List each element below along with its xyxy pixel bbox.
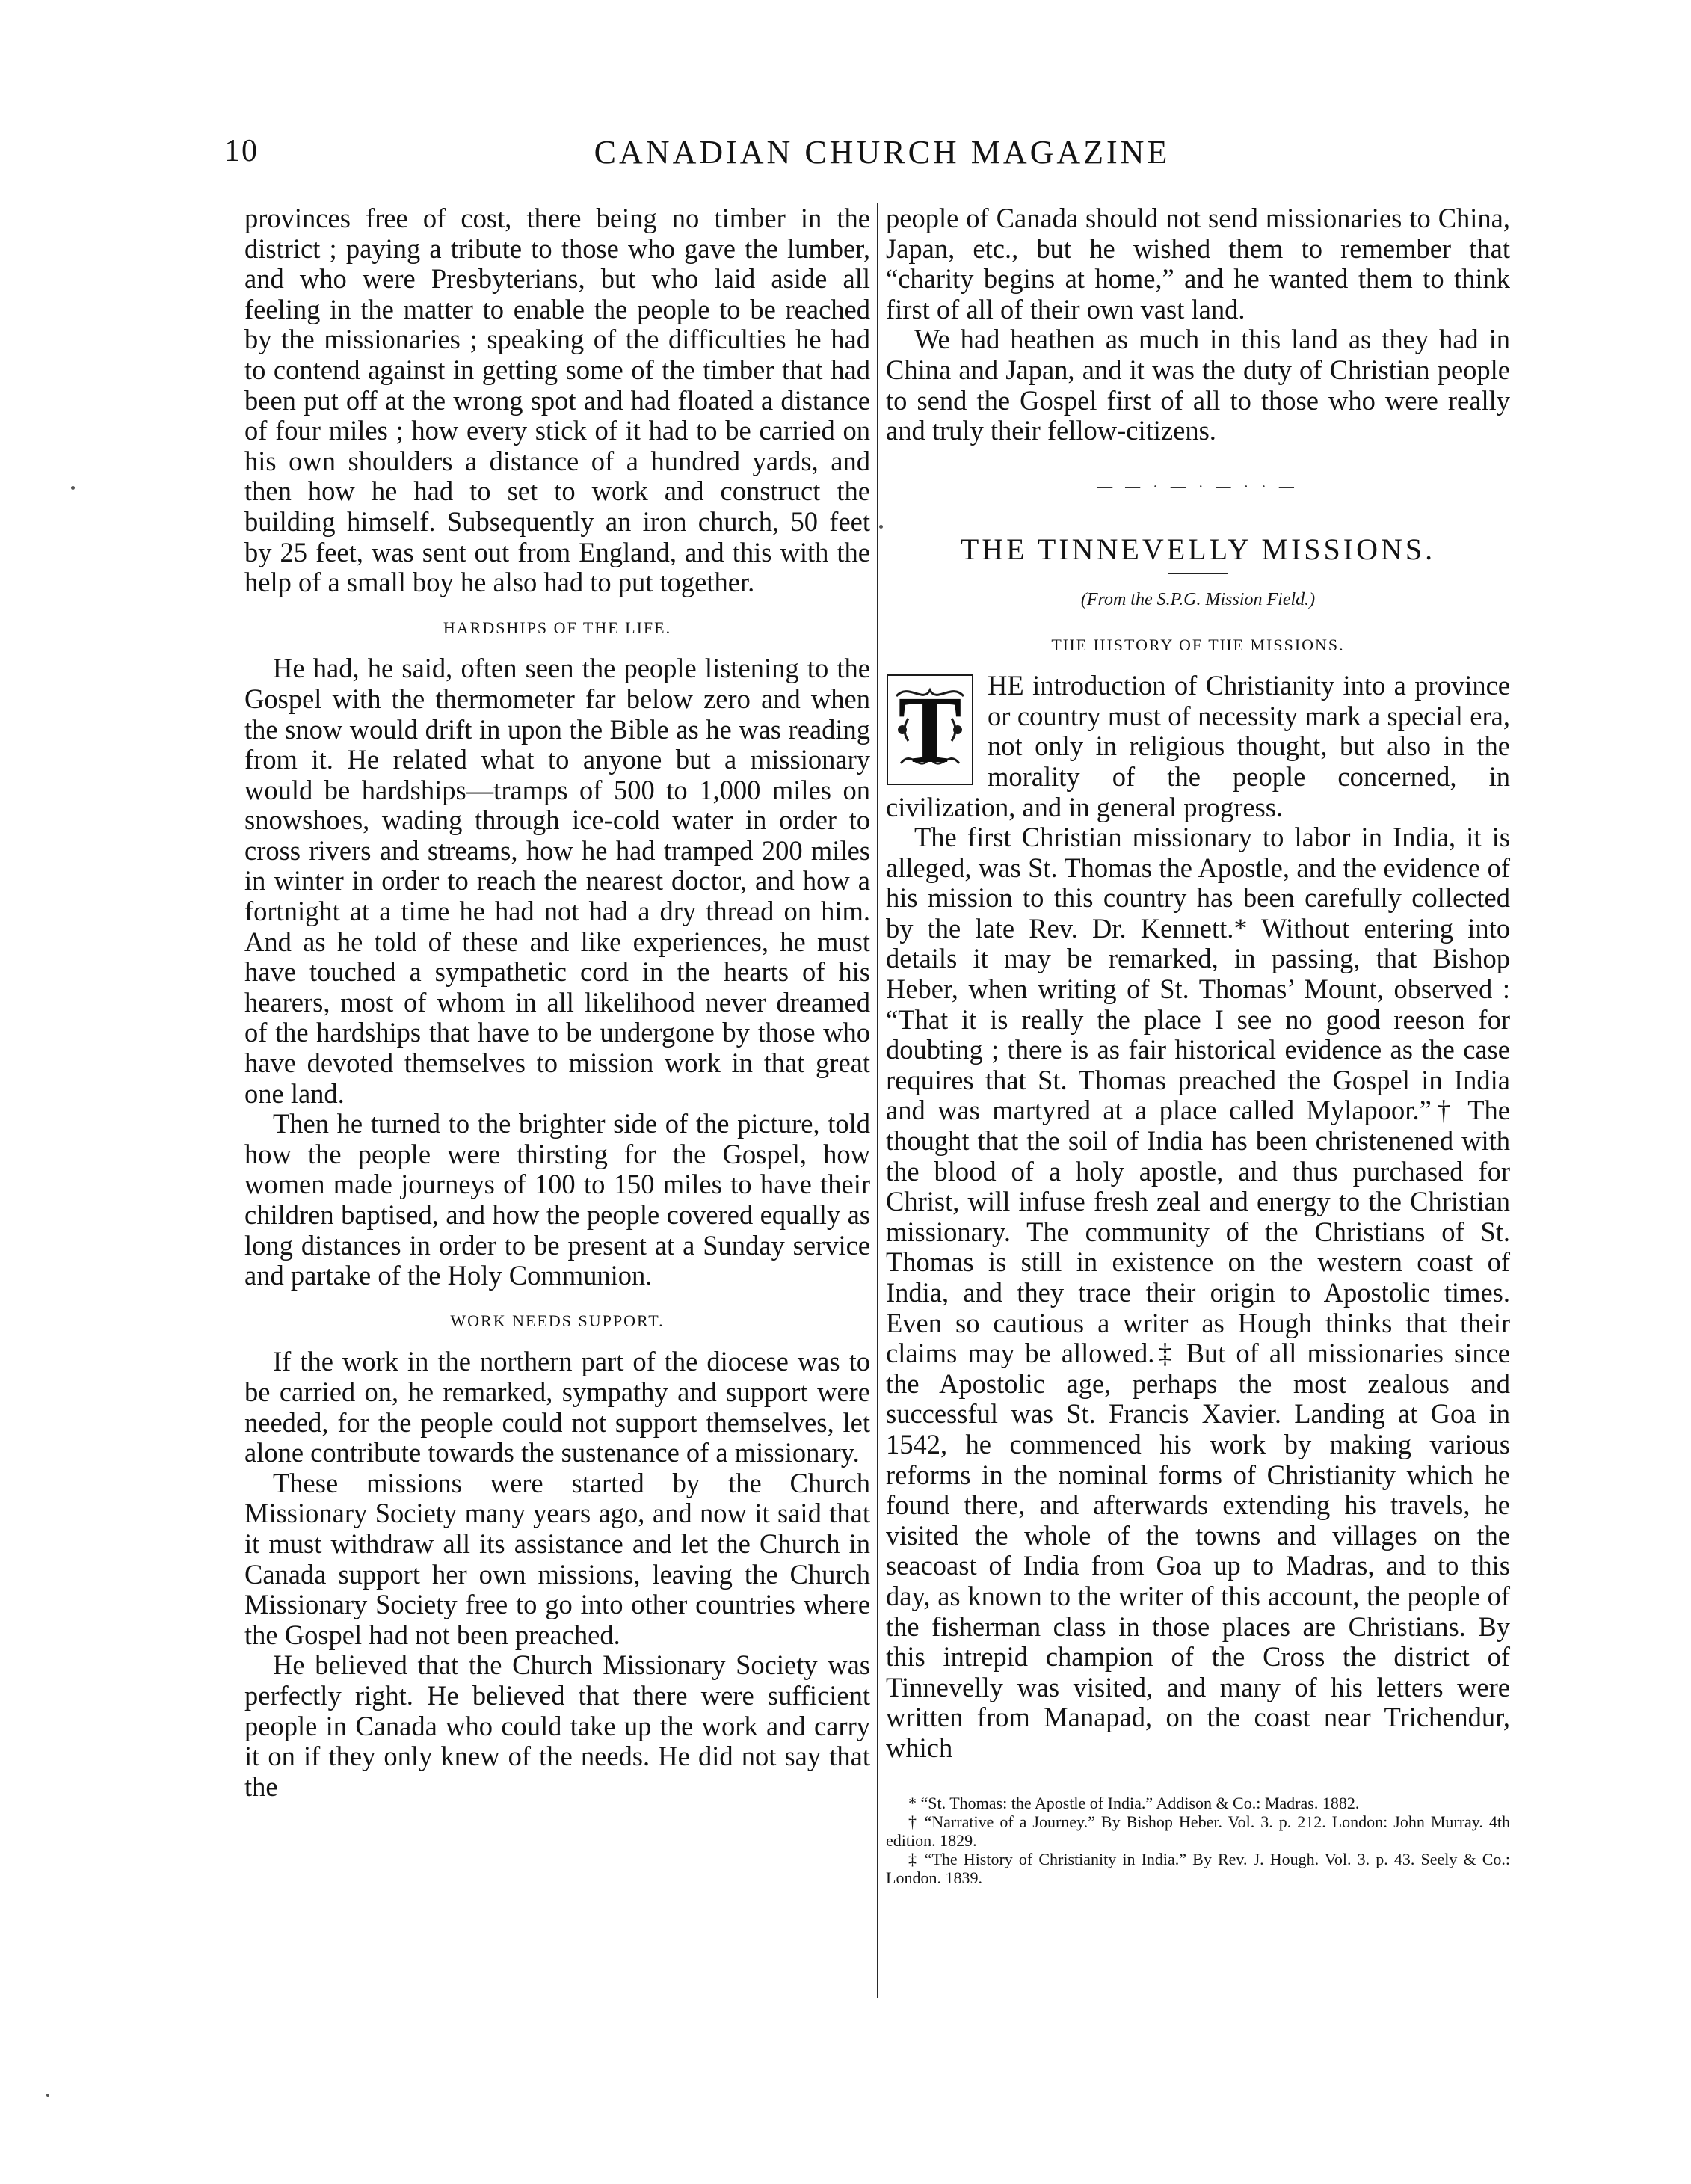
page-number: 10: [224, 134, 259, 168]
right-paragraph-1: people of Canada should not send missionaries to China, Japan, etc., but he wished them to remember that “charity begins at home,” and he wanted them to think first of all of their own vast land.: [886, 203, 1510, 324]
article-source: (From the S.P.G. Mission Field.): [1080, 589, 1316, 609]
intro-paragraph: HE introduction of Christianity into a province or country must of necessity mark a special era, not only in religious thought, but also in the morality of the people concerned, in civilization, and in general progress.: [886, 670, 1510, 822]
right-paragraph-3: The first Christian missionary to labor in India, it is alleged, was St. Thomas the Apostle, and the evidence of his mission to this country has been carefully collected by the late Rev. Dr. Kennett.* Without entering into details it may be remarked, in passing, that Bishop Heber, when writing of St. Thomas’ Mount, observed : “That it is really the place I see no good reeson for doubting ; there is as fair historical evidence as the case requires that St. Thomas preached the Gospel in India and was martyred at a place called Mylapoor.”† The thought that the soil of India has been christenened with the blood of a holy apostle, and thus purchased for Christ, will infuse fresh zeal and energy to the Christian missionary. The community of the Christians of St. Thomas is still in existence on the western coast of India, and they trace their origin to Apostolic times. Even so cautious a writer as Hough thinks that their claims may be allowed.‡ But of all missionaries since the Apostolic age, perhaps the most zealous and successful was St. Francis Xavier. Landing at Goa in 1542, he commenced his work by making various reforms in the nominal forms of Christianity which he found there, and afterwards extending his travels, he visited the whole of the towns and villages on the seacoast of India from Goa up to Madras, and to this day, as known to the writer of this account, the people of the fisherman class in those places are Christians. By this intrepid champion of the Cross the district of Tinnevelly was visited, and many of his letters were written from Manapad, on the coast near Trichendur, which: [886, 822, 1510, 1763]
footnotes: [886, 1794, 1510, 1887]
scan-speck: [879, 525, 883, 529]
section-heading-hardships: HARDSHIPS OF THE LIFE.: [443, 618, 672, 637]
column-divider: [877, 203, 878, 1998]
title-rule: [1168, 573, 1228, 574]
footnote-1: * “St. Thomas: the Apostle of India.” Addison & Co.: Madras. 1882.: [908, 1793, 1360, 1812]
left-paragraph-3: Then he turned to the brighter side of the picture, told how the people were thirsting for the Gospel, how women made journeys of 100 to 150 miles to have their children baptised, and how the people covered equally as long distances in order to be present at a Sunday service and partake of the Holy Communion.: [244, 1108, 870, 1291]
left-paragraph-4: If the work in the northern part of the diocese was to be carried on, he remarked, sympathy and support were needed, for the people could not support themselves, let alone contribute towards the sustenance of a missionary.: [244, 1346, 870, 1468]
section-separator: — — · — · — · · —: [1097, 478, 1299, 495]
running-title: CANADIAN CHURCH MAGAZINE: [594, 134, 1171, 170]
scan-speck: [46, 2094, 49, 2097]
left-paragraph-2: He had, he said, often seen the people listening to the Gospel with the thermometer far below zero and when the snow would drift in upon the Bible as he was reading from it. He related what to anyone but a missionary would be hardships—tramps of 500 to 1,000 miles on snowshoes, wading through ice-cold water in order to cross rivers and streams, how he had tramped 200 miles in winter in order to reach the nearest doctor, and how a fortnight at a time he had not had a dry thread on him. And as he told of these and like experiences, he must have touched a sympathetic cord in the hearts of his hearers, most of whom in all likelihood never dreamed of the hardships that have to be undergone by those who have devoted themselves to mission work in that great one land.: [244, 653, 870, 1109]
footnote-3: ‡ “The History of Christianity in India.” By Rev. J. Hough. Vol. 3. p. 43. Seely & Co.: London. 1839.: [886, 1849, 1510, 1887]
right-paragraph-2: We had heathen as much in this land as they had in China and Japan, and it was the duty of Christian people to send the Gospel first of all to those who were really and truly their fellow-citizens.: [886, 324, 1510, 446]
scan-speck: [71, 486, 75, 490]
left-paragraph-6: He believed that the Church Missionary Society was perfectly right. He believed that there were sufficient people in Canada who could take up the work and carry it on if they only knew of the needs. He did not say that the: [244, 1649, 870, 1802]
dropcap-letter: T: [898, 677, 962, 784]
section-heading-support: WORK NEEDS SUPPORT.: [450, 1311, 665, 1330]
left-column: [244, 203, 870, 1802]
ornamental-dropcap: [886, 674, 974, 786]
right-column: [886, 203, 1510, 1887]
article-title: THE TINNEVELLY MISSIONS.: [960, 532, 1436, 567]
left-paragraph-5: These missions were started by the Church Missionary Society many years ago, and now it said that it must withdraw all its assistance and let the Church in Canada support her own missions, leaving the Church Missionary Society free to go into other countries where the Gospel had not been preached.: [244, 1467, 870, 1650]
article-subheading: THE HISTORY OF THE MISSIONS.: [1051, 635, 1345, 654]
footnote-2: † “Narrative of a Journey.” By Bishop Heber. Vol. 3. p. 212. London: John Murray. 4th edition. 1829.: [886, 1812, 1510, 1850]
left-paragraph-1: provinces free of cost, there being no timber in the district ; paying a tribute to those who gave the lumber, and who were Presbyterians, but who laid aside all feeling in the matter to enable the people to be reached by the missionaries ; speaking of the difficulties he had to contend against in getting some of the timber that had been put off at the wrong spot and had floated a distance of four miles ; how every stick of it had to be carried on his own shoulders a distance of a hundred yards, and then how he had to set to work and construct the building himself. Subsequently an iron church, 50 feet by 25 feet, was sent out from England, and this with the help of a small boy he also had to put together.: [244, 203, 870, 598]
intro-block: [886, 671, 1510, 822]
page-header: [224, 133, 1518, 178]
